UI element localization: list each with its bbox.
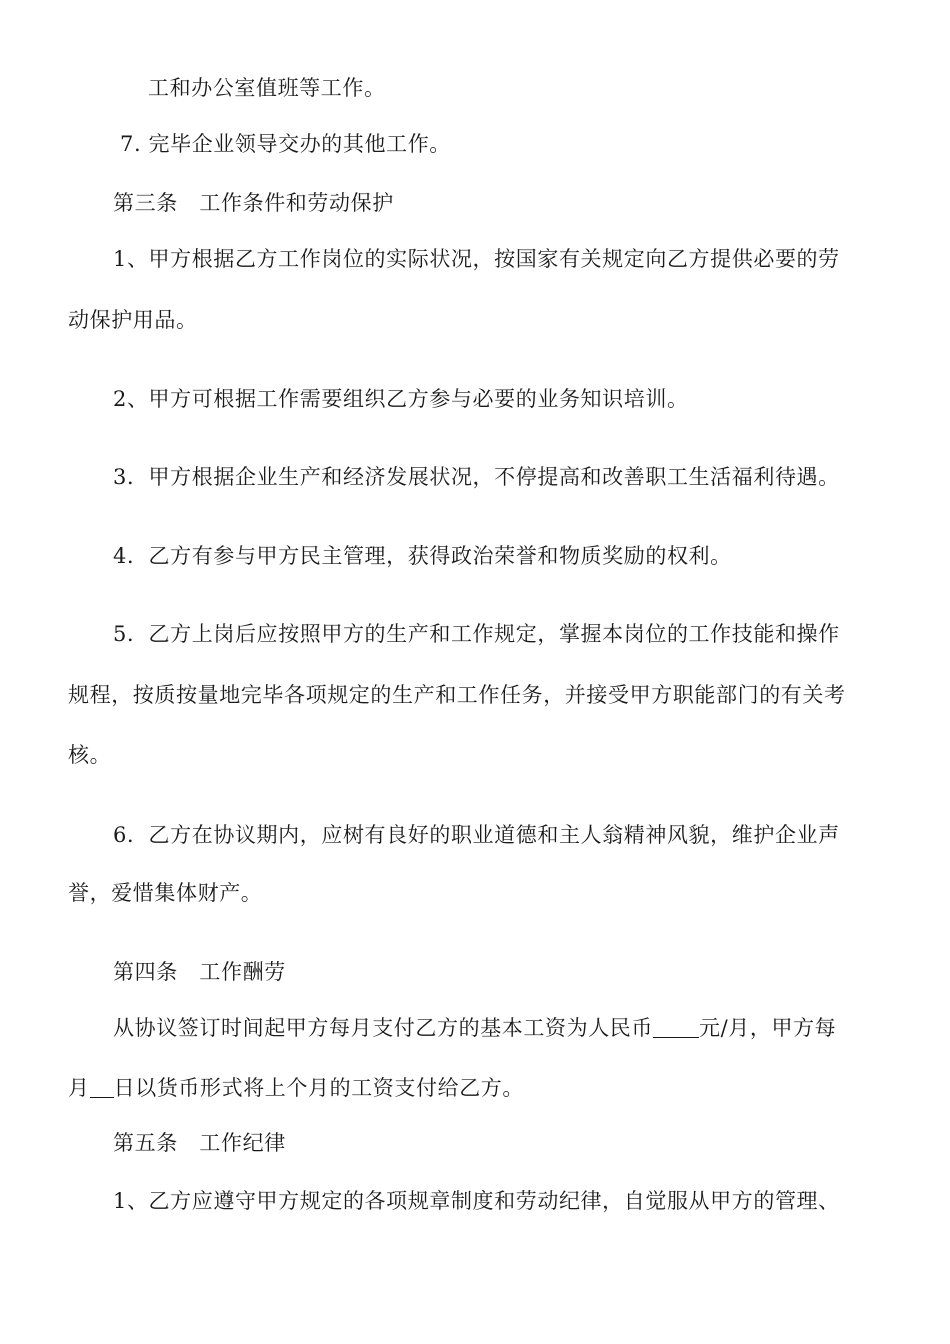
section-heading: 第五条 工作纪律	[113, 1131, 286, 1155]
paragraph-line: 誉，爱惜集体财产。	[68, 881, 263, 905]
paragraph-line: 3．甲方根据企业生产和经济发展状况，不停提高和改善职工生活福利待遇。	[113, 465, 840, 489]
payday-blank	[90, 1075, 114, 1098]
section-heading: 第三条 工作条件和劳动保护	[113, 191, 394, 215]
salary-text-after: 元/月，甲方每	[699, 1016, 837, 1040]
paragraph-line: 4．乙方有参与甲方民主管理，获得政治荣誉和物质奖励的权利。	[113, 544, 732, 568]
payday-text-after: 日以货币形式将上个月的工资支付给乙方。	[113, 1076, 525, 1100]
paragraph-line	[113, 1013, 836, 1043]
paragraph-line: 7. 完毕企业领导交办的其他工作。	[120, 132, 451, 156]
paragraph-line: 核。	[68, 743, 112, 767]
salary-amount-blank	[653, 1015, 699, 1038]
paragraph-line	[68, 1073, 524, 1103]
paragraph-line: 工和办公室值班等工作。	[148, 76, 386, 100]
paragraph-line: 2、甲方可根据工作需要组织乙方参与必要的业务知识培训。	[113, 387, 689, 411]
salary-text-before: 从协议签订时间起甲方每月支付乙方的基本工资为人民币	[113, 1016, 653, 1040]
paragraph-line: 规程，按质按量地完毕各项规定的生产和工作任务，并接受甲方职能部门的有关考	[68, 683, 846, 707]
paragraph-line: 动保护用品。	[68, 308, 198, 332]
paragraph-line: 5．乙方上岗后应按照甲方的生产和工作规定，掌握本岗位的工作技能和操作	[113, 622, 840, 646]
section-heading: 第四条 工作酬劳	[113, 960, 286, 984]
paragraph-line: 1、甲方根据乙方工作岗位的实际状况，按国家有关规定向乙方提供必要的劳	[113, 247, 840, 271]
paragraph-line: 1、乙方应遵守甲方规定的各项规章制度和劳动纪律，自觉服从甲方的管理、	[113, 1189, 840, 1213]
paragraph-line: 6．乙方在协议期内，应树有良好的职业道德和主人翁精神风貌，维护企业声	[113, 823, 840, 847]
payday-text-before: 月	[68, 1076, 90, 1100]
